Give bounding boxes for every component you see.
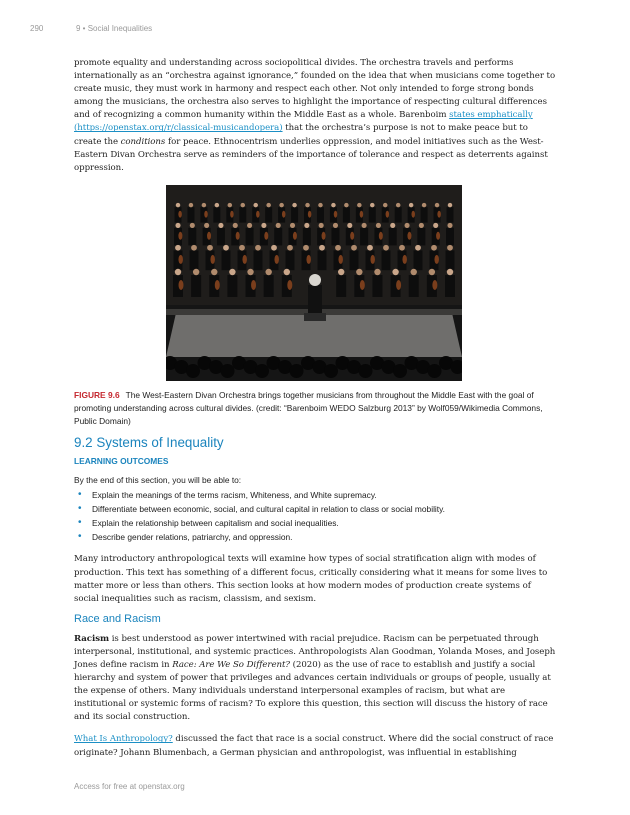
outcome-item (74, 516, 556, 530)
outcome-text: Describe gender relations, patriarchy, and oppression. (92, 532, 293, 543)
musician-figure (213, 207, 220, 222)
musician-head (241, 203, 245, 207)
instrument (178, 255, 183, 264)
audience-head (290, 364, 304, 378)
musician-figure (409, 275, 419, 297)
musician-figure (360, 228, 368, 246)
musician-head (319, 245, 325, 251)
musician-figure (372, 275, 382, 297)
musician-figure (417, 228, 425, 246)
musician-figure (318, 250, 327, 270)
musician-head (367, 245, 373, 251)
musician-figure (421, 207, 428, 222)
musician-head (207, 245, 213, 251)
outcome-item (74, 502, 556, 516)
musician-figure (254, 250, 263, 270)
instrument (322, 232, 326, 240)
musician-head (218, 223, 223, 228)
musician-head (370, 203, 374, 207)
bullet-icon: • (78, 531, 82, 543)
para1-text-after: for peace. Ethnocentrism underlies oppression, and model initiatives such as the West-Eastern Divan Orchestra serve as reminders of the importance of tolerance and respect as deterrents against oppression. (74, 136, 548, 173)
musician-head (193, 269, 199, 275)
orchestra-photo (166, 185, 462, 381)
instrument (274, 255, 279, 264)
instrument (360, 280, 365, 290)
instrument (437, 211, 441, 218)
instrument (251, 280, 256, 290)
para3-text-before: is best understood as power intertwined with racial prejudice. Racism can be perpetuated through interpersonal, institutional, and systemic practices. Anthropologists Alan Goodman, Yolanda Moses, and Joseph Jones define racism in (74, 633, 556, 671)
musician-figure (445, 275, 455, 297)
musician-head (335, 245, 341, 251)
musician-head (239, 245, 245, 251)
musician-head (287, 245, 293, 251)
musician-head (189, 203, 193, 207)
musician-head (357, 203, 361, 207)
instrument (432, 280, 437, 290)
instrument (396, 280, 401, 290)
instrument (434, 255, 439, 264)
instrument (379, 232, 383, 240)
musician-head (255, 245, 261, 251)
musician-head (411, 269, 417, 275)
musician-head (435, 203, 439, 207)
musician-figure (222, 250, 231, 270)
audience-head (186, 364, 200, 378)
musician-head (429, 269, 435, 275)
musician-head (290, 223, 295, 228)
musician-head (409, 203, 413, 207)
figure-caption-text: The West-Eastern Divan Orchestra brings together musicians from throughout the Middle East with the goal of promoting understanding across cultural divides. (credit: “Barenboim WEDO Salzburg 2013” by Wolf059/Wikimedia Commons, Public Domain) (74, 389, 543, 427)
musician-head (303, 245, 309, 251)
instrument (308, 211, 312, 218)
instrument (402, 255, 407, 264)
section-title: 9.2 Systems of Inequality (74, 435, 224, 451)
musician-head (253, 203, 257, 207)
musician-head (351, 245, 357, 251)
musician-head (447, 269, 453, 275)
paragraph-race-origin (74, 733, 556, 759)
audience-head (393, 364, 407, 378)
instrument (256, 211, 260, 218)
figure-label: FIGURE 9.6 (74, 389, 120, 400)
musician-head (344, 203, 348, 207)
musician-figure (343, 207, 350, 222)
musician-head (271, 245, 277, 251)
musician-head (383, 245, 389, 251)
audience-head (255, 364, 269, 378)
musician-head (431, 245, 437, 251)
musician-head (276, 223, 281, 228)
musician-head (319, 223, 324, 228)
learning-outcomes-heading: LEARNING OUTCOMES (74, 456, 169, 467)
musician-head (223, 245, 229, 251)
musician-figure (246, 228, 254, 246)
musician-figure (191, 275, 201, 297)
musician-head (202, 203, 206, 207)
instrument (210, 255, 215, 264)
outcome-text: Differentiate between economic, social, and cultural capital in relation to class or social mobility. (92, 504, 446, 515)
musician-head (415, 245, 421, 251)
musician-figure (395, 207, 402, 222)
musician-figure (286, 250, 295, 270)
musician-head (396, 203, 400, 207)
musician-head (229, 269, 235, 275)
instrument (350, 232, 354, 240)
musician-head (190, 223, 195, 228)
musician-figure (382, 250, 391, 270)
musician-figure (227, 275, 237, 297)
musician-head (247, 269, 253, 275)
page-footer: Access for free at openstax.org (74, 782, 185, 791)
figure-caption (74, 389, 556, 429)
musician-head (447, 245, 453, 251)
instrument (287, 280, 292, 290)
instrument (334, 211, 338, 218)
audience-head (324, 364, 338, 378)
musician-head (175, 245, 181, 251)
racism-term: Racism (74, 633, 110, 644)
musician-figure (291, 207, 298, 222)
bullet-icon: • (78, 517, 82, 529)
musician-figure (317, 207, 324, 222)
paragraph-orchestra (74, 57, 556, 175)
musician-figure (188, 228, 196, 246)
instrument (264, 232, 268, 240)
musician-head (392, 269, 398, 275)
musician-head (448, 203, 452, 207)
musician-head (284, 269, 290, 275)
musician-head (347, 223, 352, 228)
instrument (179, 280, 184, 290)
musician-figure (190, 250, 199, 270)
musician-head (422, 203, 426, 207)
musician-figure (264, 275, 274, 297)
audience-head (221, 364, 235, 378)
musician-figure (446, 228, 454, 246)
musician-head (390, 223, 395, 228)
instrument (178, 211, 182, 218)
chapter-title: 9 • Social Inequalities (76, 24, 153, 33)
musician-head (419, 223, 424, 228)
instrument (293, 232, 297, 240)
musician-figure (331, 228, 339, 246)
instrument (178, 232, 182, 240)
musician-head (265, 269, 271, 275)
musician-head (338, 269, 344, 275)
musician-head (362, 223, 367, 228)
bullet-icon: • (78, 503, 82, 515)
instrument (338, 255, 343, 264)
instrument (215, 280, 220, 290)
musician-head (261, 223, 266, 228)
musician-head (318, 203, 322, 207)
musician-figure (265, 207, 272, 222)
musician-head (233, 223, 238, 228)
musician-figure (350, 250, 359, 270)
musician-head (433, 223, 438, 228)
musician-head (292, 203, 296, 207)
musician-head (447, 223, 452, 228)
musician-figure (414, 250, 423, 270)
musician-head (404, 223, 409, 228)
instrument (306, 255, 311, 264)
para4-text: discussed the fact that race is a social construct. Where did the social construct of race originate? Johann Blumenbach, a German physician and anthropologist, was influential in establishing (74, 734, 554, 758)
para3-text-after: (2020) as the use of race to establish and justify a social hierarchy and system of power that privileges and advances certain individuals or groups of people, usually at the expense of others. Many individuals understand interpersonal examples of racism, but what are institutional or systemic forms of racism? To explore this question, this section will discuss the history of race and its social construction. (74, 660, 551, 723)
instrument (230, 211, 234, 218)
outcome-item (74, 530, 556, 544)
musician-head (399, 245, 405, 251)
musician-figure (446, 250, 455, 270)
musician-head (356, 269, 362, 275)
bullet-icon: • (78, 489, 82, 501)
musician-figure (187, 207, 194, 222)
page-content (74, 57, 556, 760)
musician-head (383, 203, 387, 207)
outcome-text: Explain the relationship between capitalism and social inequalities. (92, 518, 339, 529)
musician-head (376, 223, 381, 228)
musician-figure (239, 207, 246, 222)
instrument (386, 211, 390, 218)
para1-text-before: promote equality and understanding across sociopolitical divides. The orchestra travels and performs internationally as an “orchestra against ignorance,” founded on the idea that when musicians come together to create music, they must work in harmony and respect each other. Not only intended to forge strong bonds among the musicians, the orchestra also serves to highlight the importance of respecting cultural differences and of recognizing a common humanity within the Middle East as a whole. Barenboim (74, 58, 556, 121)
musician-figure (303, 228, 311, 246)
instrument (242, 255, 247, 264)
outcomes-list (74, 488, 556, 544)
orchestra-photo-drawing (166, 185, 462, 381)
musician-figure (369, 207, 376, 222)
musician-head (305, 203, 309, 207)
states-emphatically-link[interactable]: states emphatically (https://openstax.org/r/classical-musicandopera) (74, 110, 533, 134)
instrument (204, 211, 208, 218)
musician-head (175, 223, 180, 228)
instrument (236, 232, 240, 240)
audience-head (359, 364, 373, 378)
musician-head (304, 223, 309, 228)
outcome-text: Explain the meanings of the terms racism, Whiteness, and White supremacy. (92, 490, 377, 501)
musician-head (191, 245, 197, 251)
audience-head (428, 364, 442, 378)
instrument (360, 211, 364, 218)
musician-head (331, 203, 335, 207)
musician-head (247, 223, 252, 228)
musician-head (211, 269, 217, 275)
musician-head (175, 269, 181, 275)
musician-figure (389, 228, 397, 246)
book-title: Race: Are We So Different? (172, 660, 290, 671)
instrument (370, 255, 375, 264)
outcome-item (74, 488, 556, 502)
musician-figure (274, 228, 282, 246)
musician-head (215, 203, 219, 207)
musician-head (266, 203, 270, 207)
page-number: 290 (30, 24, 44, 33)
instrument (411, 211, 415, 218)
musician-figure (447, 207, 454, 222)
musician-head (279, 203, 283, 207)
instrument (282, 211, 286, 218)
conditions-emphasis: conditions (120, 136, 166, 147)
musician-figure (217, 228, 225, 246)
paragraph-stratification: Many introductory anthropological texts will examine how types of social stratification align with modes of production. This text has something of a different focus, critically considering what it means for some lives to matter more or less than others. This section looks at how modern modes of production create systems of social inequalities such as racism, classism, and sexism. (74, 554, 548, 604)
musician-head (204, 223, 209, 228)
musician-head (176, 203, 180, 207)
musician-head (374, 269, 380, 275)
musician-head (333, 223, 338, 228)
page-header (30, 24, 600, 38)
outcomes-intro: By the end of this section, you will be able to: (74, 475, 242, 486)
paragraph-racism (74, 633, 556, 725)
what-is-anthropology-link[interactable]: What Is Anthropology? (74, 734, 173, 745)
musician-figure (336, 275, 346, 297)
instrument (436, 232, 440, 240)
instrument (407, 232, 411, 240)
instrument (207, 232, 211, 240)
para1-text-mid: that the orchestra’s purpose is not to make peace but to create the (74, 123, 528, 147)
subsection-title: Race and Racism (74, 612, 161, 625)
musician-head (228, 203, 232, 207)
